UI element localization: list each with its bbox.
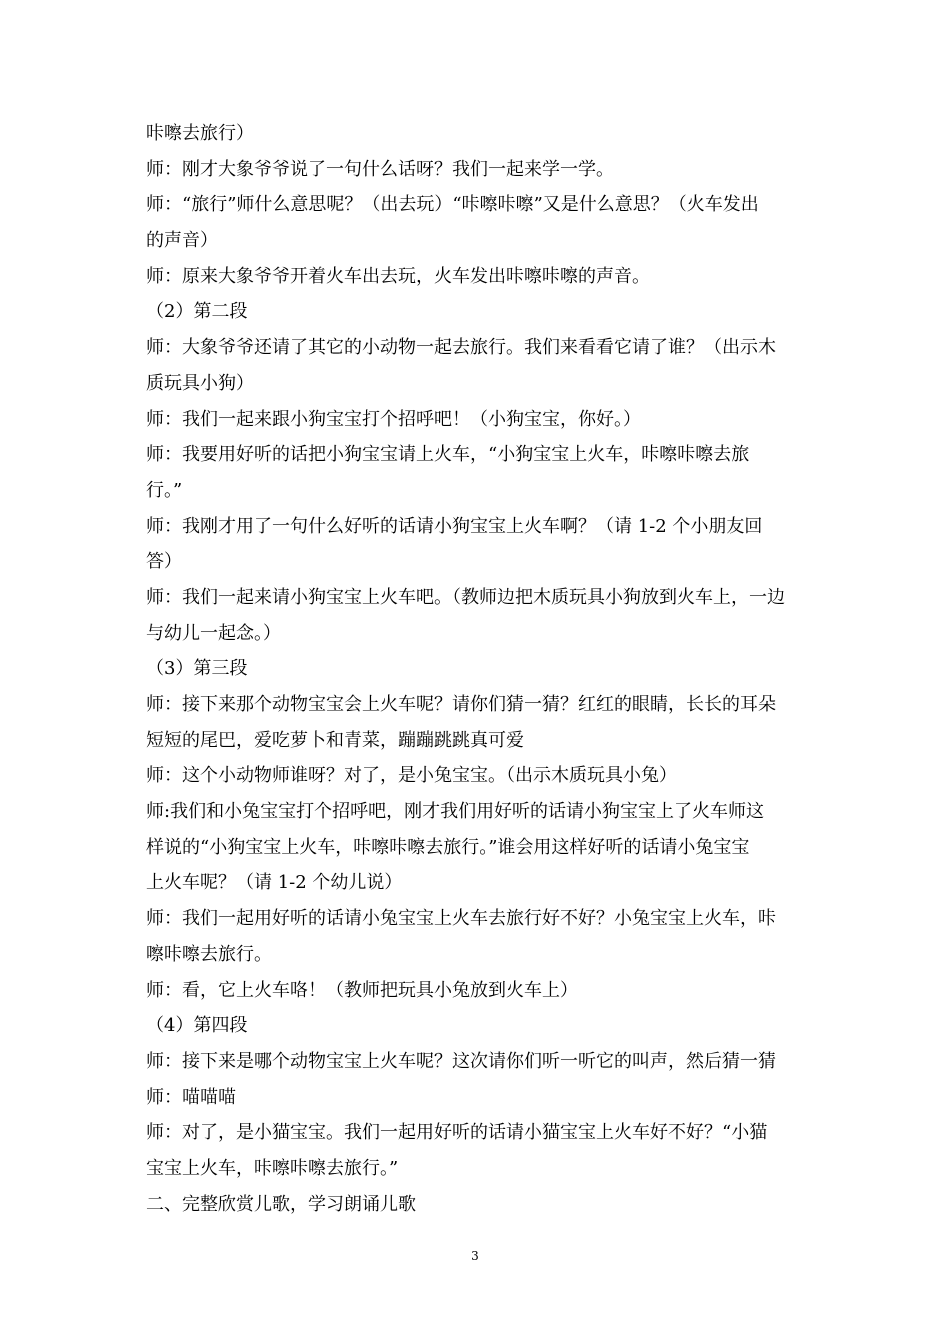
text-line: 师：接下来是哪个动物宝宝上火车呢？这次请你们听一听它的叫声，然后猜一猜 xyxy=(146,1050,776,1072)
text-line: 师：我们一起来请小狗宝宝上火车吧。（教师边把木质玩具小狗放到火车上，一边 xyxy=(146,586,785,608)
text-line: 师:我们和小兔宝宝打个招呼吧，刚才我们用好听的话请小狗宝宝上了火车师这 xyxy=(146,801,765,823)
text-line: 师：刚才大象爷爷说了一句什么话呀？我们一起来学一学。 xyxy=(146,158,614,180)
text-line: 宝宝上火车，咔嚓咔嚓去旅行。” xyxy=(146,1157,399,1179)
text-line: 师：我们一起来跟小狗宝宝打个招呼吧！（小狗宝宝，你好。） xyxy=(146,408,641,430)
text-line: 师：我刚才用了一句什么好听的话请小狗宝宝上火车啊？（请 1-2 个小朋友回 xyxy=(146,515,763,537)
text-line: 师：接下来那个动物宝宝会上火车呢？请你们猜一猜？红红的眼睛，长长的耳朵 xyxy=(146,694,776,715)
text-line: 师：这个小动物师谁呀？对了，是小兔宝宝。（出示木质玩具小兔） xyxy=(146,765,677,787)
text-line: 答） xyxy=(146,551,182,573)
section-heading: （2）第二段 xyxy=(146,301,248,323)
text-line: 师：原来大象爷爷开着火车出去玩，火车发出咔嚓咔嚓的声音。 xyxy=(146,265,650,287)
page-number: 3 xyxy=(471,1249,479,1263)
text-line: 行。” xyxy=(146,479,183,501)
text-line: 师：“旅行”师什么意思呢？（出去玩）“咔嚓咔嚓”又是什么意思？（火车发出 xyxy=(146,194,759,216)
text-line: 师：对了，是小猫宝宝。我们一起用好听的话请小猫宝宝上火车好不好？“小猫 xyxy=(146,1122,768,1144)
text-line: 样说的“小狗宝宝上火车，咔嚓咔嚓去旅行。”谁会用这样好听的话请小兔宝宝 xyxy=(146,836,750,858)
text-line: 师：我要用好听的话把小狗宝宝请上火车，“小狗宝宝上火车，咔嚓咔嚓去旅 xyxy=(146,444,750,466)
page-body xyxy=(146,116,808,1222)
text-line: 的声音） xyxy=(146,230,218,252)
text-line: 咔嚓去旅行） xyxy=(146,123,254,144)
text-line: 师：大象爷爷还请了其它的小动物一起去旅行。我们来看看它请了谁？（出示木 xyxy=(146,337,776,359)
section-heading: 二、完整欣赏儿歌，学习朗诵儿歌 xyxy=(146,1193,416,1215)
text-line: 师：看，它上火车咯！（教师把玩具小兔放到火车上） xyxy=(146,979,578,1001)
text-line: 质玩具小狗） xyxy=(146,372,254,394)
text-line: 短短的尾巴，爱吃萝卜和青菜，蹦蹦跳跳真可爱 xyxy=(146,729,524,751)
text-line: 嚓咔嚓去旅行。 xyxy=(146,943,272,965)
text-line: 上火车呢？（请 1-2 个幼儿说） xyxy=(146,872,403,894)
section-heading: （4）第四段 xyxy=(146,1015,248,1037)
section-heading: （3）第三段 xyxy=(146,658,248,680)
text-line: 师：喵喵喵 xyxy=(146,1086,236,1108)
text-line: 师：我们一起用好听的话请小兔宝宝上火车去旅行好不好？小兔宝宝上火车，咔 xyxy=(146,908,776,930)
text-line: 与幼儿一起念。） xyxy=(146,622,281,644)
